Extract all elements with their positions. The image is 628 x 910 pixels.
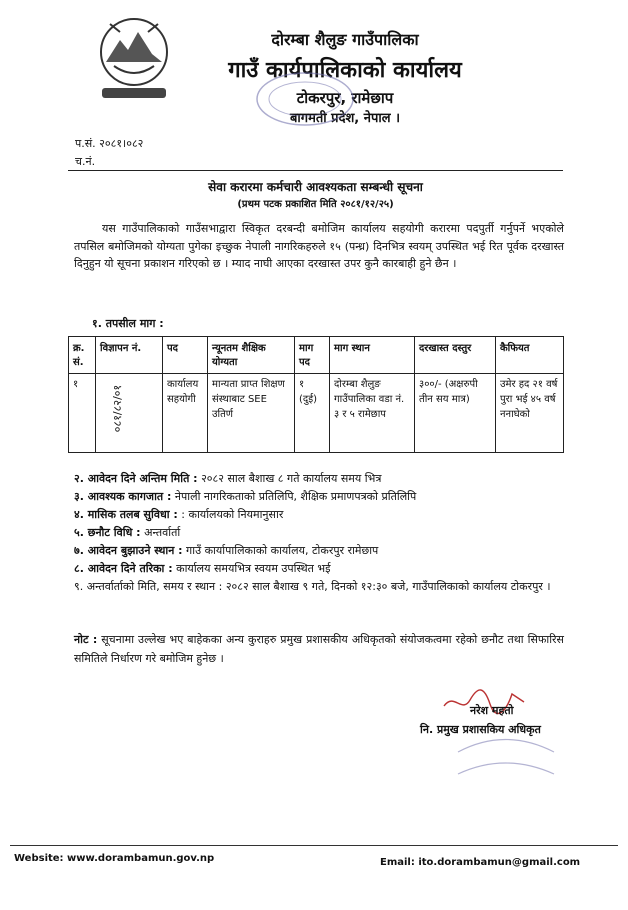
- vacancy-table: [68, 336, 564, 453]
- list-item: ४. मासिक तलब सुविधा : : कार्यालयको नियमानुसार: [74, 508, 284, 521]
- table-row: [69, 374, 564, 453]
- cell-advert-no: [96, 374, 163, 453]
- letter-number: प.सं. २०८१।०८२: [75, 137, 144, 150]
- signatory-designation: नि. प्रमुख प्रशासकिय अधिकृत: [420, 723, 541, 736]
- notice-title: सेवा करारमा कर्मचारी आवश्यकता सम्बन्धी सूचना: [208, 180, 423, 194]
- footer-email[interactable]: Email: ito.dorambamun@gmail.com: [380, 857, 581, 868]
- office-stamp: [250, 64, 360, 134]
- col-remarks: कैफियत: [496, 337, 564, 374]
- province-country: बागमती प्रदेश, नेपाल ।: [289, 111, 401, 126]
- table-header-row: [69, 337, 564, 374]
- col-fee: दरखास्त दस्तुर: [415, 337, 496, 374]
- list-item: ५. छनौट विधि : अन्तर्वार्ता: [74, 526, 181, 539]
- cell-remarks: उमेर हद २१ वर्ष पुरा भई ४५ वर्ष ननाघेको: [496, 374, 564, 453]
- note-text: सूचनामा उल्लेख भए बाहेकका अन्य कुराहरु प्रमुख प्रशासकीय अधिकृतको संयोजकत्वमा रहेको छनौट तथा सिफारिस समितिले निर्धारण गरे बमोजिम हुनेछ ।: [74, 633, 564, 665]
- list-item: ७. आवेदन बुझाउने स्थान : गाउँ कार्यापालिकाको कार्यालय, टोकरपुर रामेछाप: [74, 544, 379, 557]
- list-item-interview: ९. अन्तर्वार्ताको मिति, समय र स्थान : २०८२ साल बैशाख ९ गते, दिनको १२:३० बजे, गाउँपालिकाको कार्यालय टोकरपुर ।: [74, 580, 551, 593]
- municipality-name: दोरम्बा शैलुङ गाउँपालिका: [271, 30, 419, 49]
- list-item: ८. आवेदन दिने तरिका : कार्यालय समयभित्र स्वयम उपस्थित भई: [74, 562, 331, 575]
- note: [74, 630, 564, 668]
- cell-qualification: मान्यता प्राप्त शिक्षण संस्थाबाट SEE उतिर्ण: [208, 374, 295, 453]
- col-post: पद: [163, 337, 208, 374]
- cell-demand-count: १ (दुई): [295, 374, 330, 453]
- cell-post: कार्यालय सहयोगी: [163, 374, 208, 453]
- footer-divider: [10, 845, 618, 846]
- office-name: गाउँ कार्यपालिकाको कार्यालय: [228, 58, 462, 83]
- office-location: टोकरपुर, रामेछाप: [296, 89, 394, 107]
- col-sn: क्र. सं.: [69, 337, 96, 374]
- list-item: २. आवेदन दिने अन्तिम मिति : २०८२ साल बैशाख ८ गते कार्यालय समय भित्र: [74, 472, 382, 485]
- list-item: ३. आवश्यक कागजात : नेपाली नागरिकताको प्रतिलिपि, शैक्षिक प्रमाणपत्रको प्रतिलिपि: [74, 490, 417, 503]
- cell-demand-place: दोरम्बा शैलुङ गाउँपालिका वडा नं. ३ र ५ रामेछाप: [330, 374, 415, 453]
- divider: [68, 170, 563, 171]
- col-demand-count: माग पद: [295, 337, 330, 374]
- dispatch-number: च.नं.: [75, 155, 96, 168]
- officer-stamp: [450, 722, 560, 792]
- cell-fee: ३००/- (अक्षरुपी तीन सय मात्र): [415, 374, 496, 453]
- col-qualification: न्यूनतम शैक्षिक योग्यता: [208, 337, 295, 374]
- notice-items: [74, 470, 564, 596]
- col-demand-place: माग स्थान: [330, 337, 415, 374]
- signatory-name: नरेश महतो: [470, 704, 514, 717]
- notice-body: यस गाउँपालिकाको गाउँसभाद्वारा स्विकृत दरबन्दी बमोजिम कार्यालय सहयोगी करारमा पदपुर्ती गर्नुपर्ने भएकोले तपसिल बमोजिमको योग्यता पुगेका इच्छुक नेपाली नागरिकहरुले १५ (पन्ध्र) दिनभित्र स्वयम् उपस्थित भई रित पूर्वक दरखास्त दिनुहुन यो सूचना प्रकाशन गरिएको छ । म्याद नाघी आएका दरखास्त उपर कुनै कारबाही हुने छैन ।: [74, 222, 564, 270]
- section-heading: १. तपसील माग :: [92, 317, 164, 330]
- government-emblem-logo: [92, 10, 176, 106]
- advert-number: ०८१/८२/०१: [111, 384, 125, 433]
- notice-subtitle: (प्रथम पटक प्रकाशित मिति २०८१/१२/२५): [237, 199, 394, 210]
- footer-website[interactable]: Website: www.dorambamun.gov.np: [14, 853, 215, 864]
- col-advert-no: विज्ञापन नं.: [96, 337, 163, 374]
- cell-sn: १: [69, 374, 96, 453]
- note-label: नोट :: [74, 633, 98, 646]
